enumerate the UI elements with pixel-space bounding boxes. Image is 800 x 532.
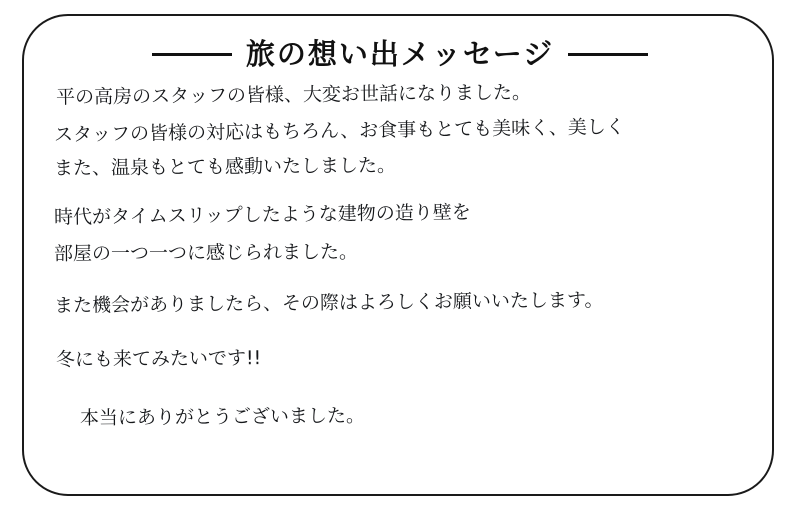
- title-rule-right: [568, 53, 648, 56]
- message-line: 本当にありがとうございました。: [79, 404, 366, 430]
- title-rule-left: [152, 53, 232, 56]
- message-line: 時代がタイムスリップしたような建物の造り壁を: [53, 201, 471, 229]
- message-line: 平の高房のスタッフの皆様、大変お世話になりました。: [55, 81, 532, 109]
- page-title: 旅の想い出メッセージ: [245, 36, 555, 71]
- card-title-block: [0, 28, 800, 76]
- handwritten-message-body: [52, 78, 752, 478]
- message-line: スタッフの皆様の対応はもちろん、お食事もとても美味く、美しく: [53, 116, 625, 146]
- message-line: 部屋の一つ一つに感じられました。: [53, 240, 359, 266]
- message-line: また、温泉もとても感動いたしました。: [53, 154, 397, 180]
- message-line: 冬にも来てみたいです!!: [55, 347, 262, 371]
- message-line: また機会がありましたら、その際はよろしくお願いいたします。: [53, 289, 604, 317]
